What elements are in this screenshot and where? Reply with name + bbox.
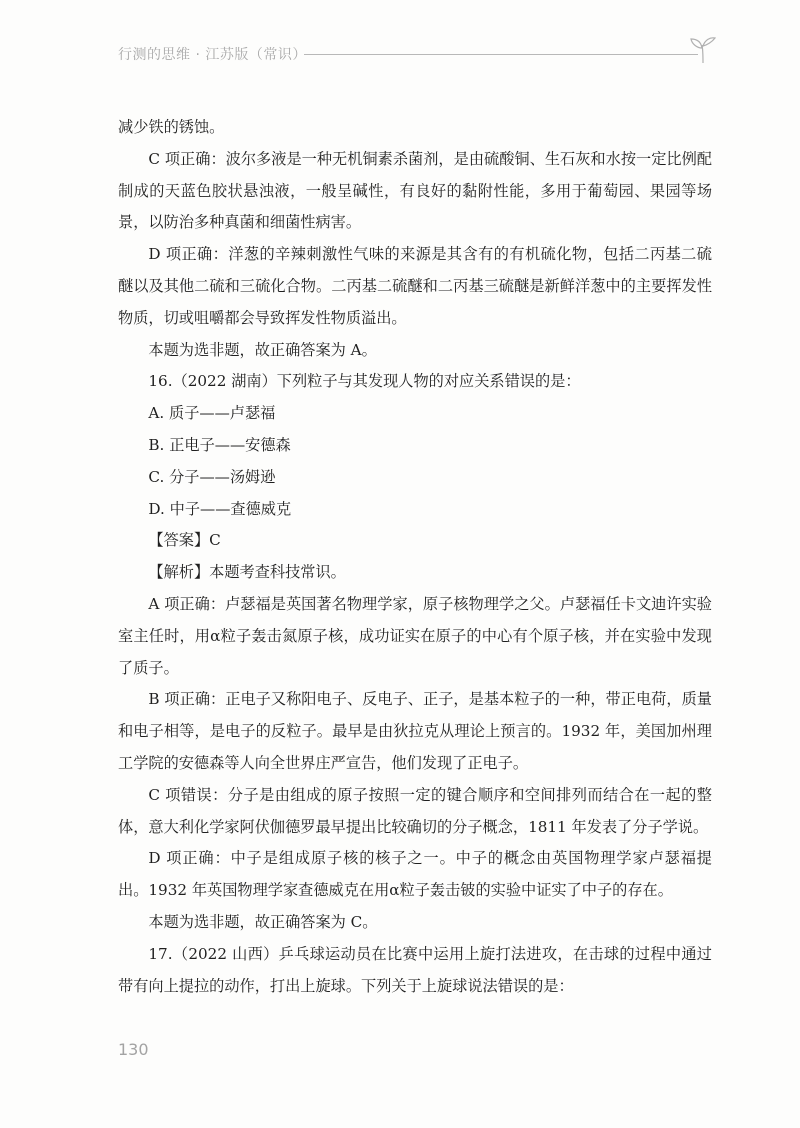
question-16-option-d: D. 中子——查德威克 (148, 499, 292, 518)
explanation-option-d: D 项正确：洋葱的辛辣刺激性气味的来源是其含有的有机硫化物，包括二丙基二硫醚以及其他二硫和三硫化合物。二丙基二硫醚和二丙基三硫醚是新鲜洋葱中的主要挥发性物质，切或咀嚼都会导致挥发性物质溢出。 (118, 245, 712, 327)
header-rule (304, 54, 698, 55)
explanation-option-b: B 项正确：正电子又称阳电子、反电子、正子，是基本粒子的一种，带正电荷，质量和电子相等，是电子的反粒子。最早是由狄拉克从理论上预言的。1932 年，美国加州理工学院的安德森等人向全世界庄严宣告，他们发现了正电子。 (118, 690, 712, 772)
question-16-option-c: C. 分子——汤姆逊 (148, 467, 276, 486)
question-16-stem: 16.（2022 湖南）下列粒子与其发现人物的对应关系错误的是： (148, 372, 581, 391)
sprout-icon (688, 36, 718, 64)
question-16-option-a: A. 质子——卢瑟福 (148, 404, 276, 423)
explanation-option-d: D 项正确：中子是组成原子核的核子之一。中子的概念由英国物理学家卢瑟福提出。1932 年英国物理学家查德威克在用α粒子轰击铍的实验中证实了中子的存在。 (118, 849, 712, 900)
explanation-option-c: C 项错误：分子是由组成的原子按照一定的键合顺序和空间排列而结合在一起的整体，意大利化学家阿伏伽德罗最早提出比较确切的分子概念，1811 年发表了分子学说。 (118, 785, 712, 836)
page-number: 130 (118, 1040, 149, 1059)
page-body (118, 112, 712, 1002)
question-16-option-b: B. 正电子——安德森 (148, 435, 291, 454)
explanation-option-c: C 项正确：波尔多液是一种无机铜素杀菌剂，是由硫酸铜、生石灰和水按一定比例配制成的天蓝色胶状悬浊液，一般呈碱性，有良好的黏附性能，多用于葡萄园、果园等场景，以防治多种真菌和细菌性病害。 (118, 149, 712, 232)
answer-conclusion: 本题为选非题，故正确答案为 A。 (148, 340, 377, 359)
explanation-option-a: A 项正确：卢瑟福是英国著名物理学家，原子核物理学之父。卢瑟福任卡文迪许实验室主任时，用α粒子轰击氮原子核，成功证实在原子的中心有个原子核，并在实验中发现了质子。 (118, 594, 712, 677)
answer-conclusion: 本题为选非题，故正确答案为 C。 (148, 912, 378, 931)
question-17-stem: 17.（2022 山西）乒乓球运动员在比赛中运用上旋打法进攻，在击球的过程中通过带有向上提拉的动作，打出上旋球。下列关于上旋球说法错误的是： (118, 944, 712, 995)
analysis-label: 【解析】本题考查科技常识。 (148, 563, 346, 582)
running-header (118, 36, 718, 70)
paragraph-continuation: 减少铁的锈蚀。 (118, 118, 225, 136)
header-title: 行测的思维 · 江苏版（常识） (118, 47, 307, 63)
answer-label: 【答案】C (148, 531, 221, 550)
